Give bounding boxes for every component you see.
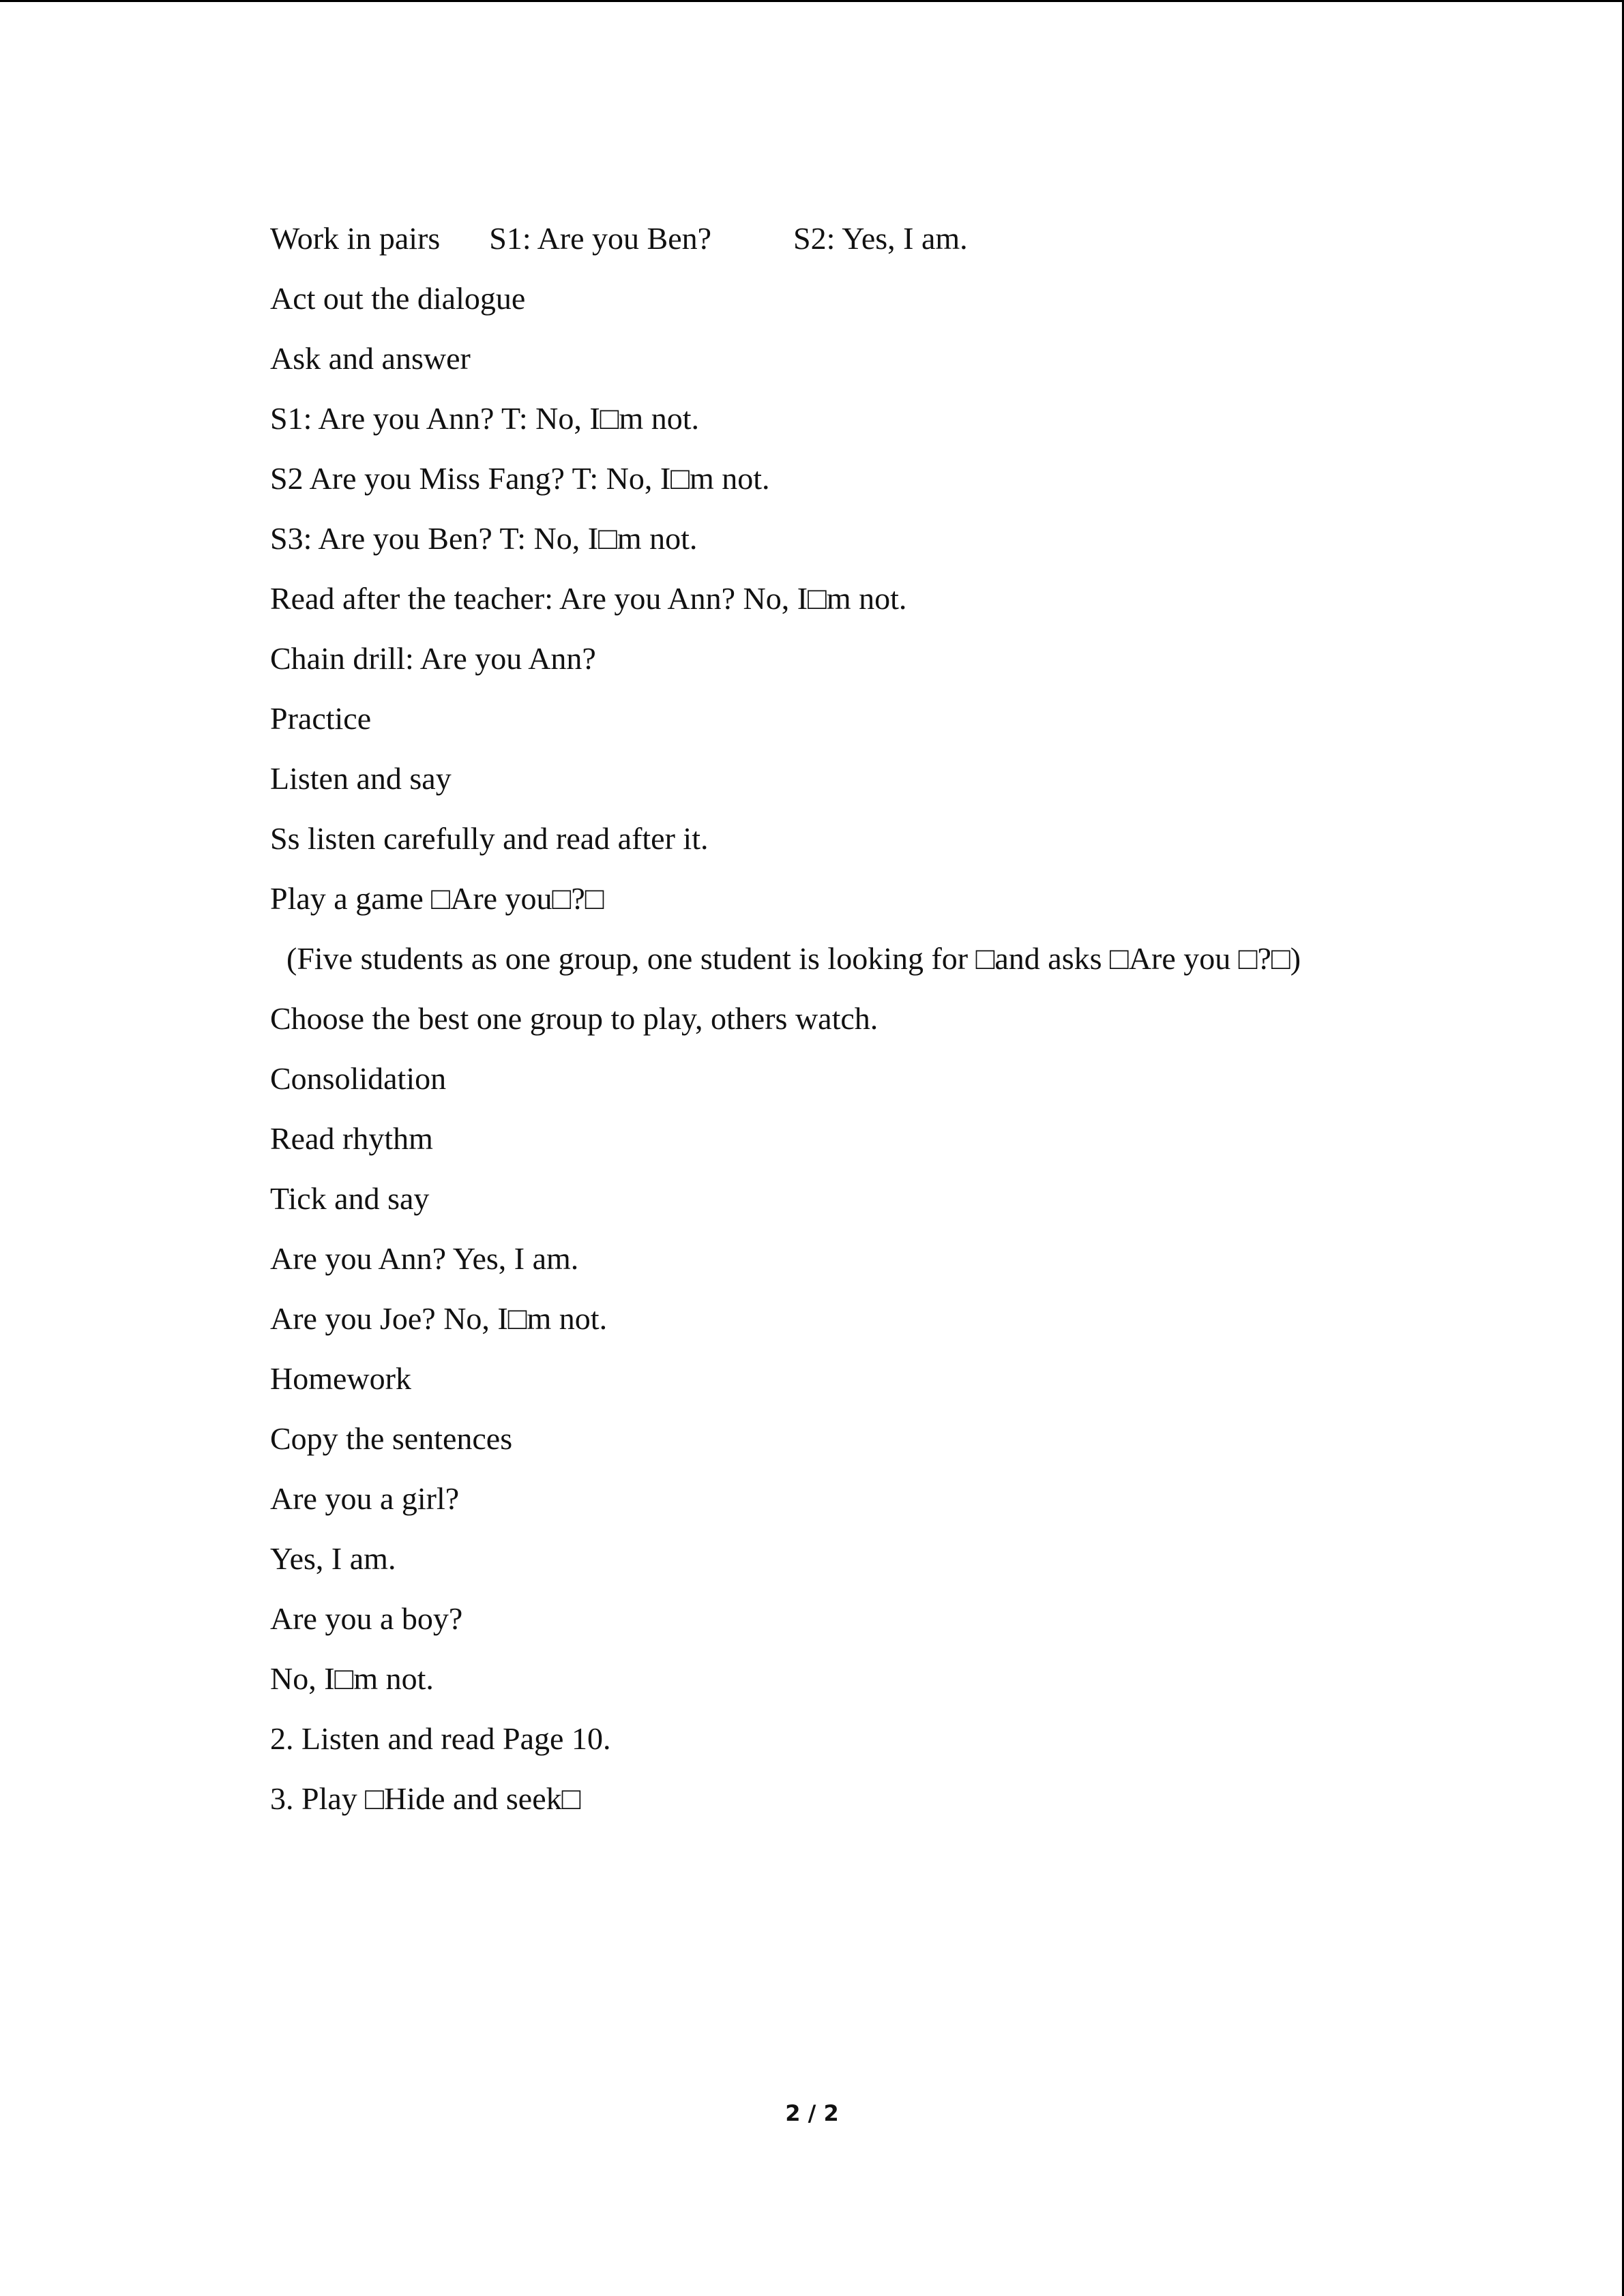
line-label: Work in pairs <box>270 221 441 256</box>
text-line: Tick and say <box>270 1181 430 1216</box>
dialogue-s2: S2: Yes, I am. <box>793 221 968 256</box>
text-line: Yes, I am. <box>270 1541 396 1576</box>
text-line: Read after the teacher: Are you Ann? No, I□m not. <box>270 581 907 616</box>
text-line: Choose the best one group to play, others watch. <box>270 1001 879 1036</box>
text-line: No, I□m not. <box>270 1661 434 1696</box>
text-line: Listen and say <box>270 761 452 796</box>
section-heading: Homework <box>270 1361 411 1396</box>
text-line: Copy the sentences <box>270 1421 513 1456</box>
text-line: S2 Are you Miss Fang? T: No, I□m not. <box>270 461 770 496</box>
dialogue-s1: S1: Are you Ben? <box>489 221 712 256</box>
text-line <box>270 217 1566 277</box>
text-line: Ask and answer <box>270 341 471 376</box>
text-line: Read rhythm <box>270 1121 433 1156</box>
text-line: Ss listen carefully and read after it. <box>270 821 709 856</box>
text-line: Are you a boy? <box>270 1601 463 1636</box>
text-line: Are you Joe? No, I□m not. <box>270 1301 608 1336</box>
text-line: Chain drill: Are you Ann? <box>270 641 596 676</box>
text-line: 3. Play □Hide and seek□ <box>270 1781 581 1816</box>
text-line: Play a game □Are you□?□ <box>270 881 604 916</box>
page-number: 2 / 2 <box>785 2100 839 2126</box>
text-line: Act out the dialogue <box>270 281 526 316</box>
text-line: Are you Ann? Yes, I am. <box>270 1241 579 1276</box>
text-line: S1: Are you Ann? T: No, I□m not. <box>270 401 700 436</box>
document-body <box>270 217 1566 1837</box>
top-border <box>0 0 1624 2</box>
text-line: Are you a girl? <box>270 1481 460 1516</box>
text-line: S3: Are you Ben? T: No, I□m not. <box>270 521 698 556</box>
text-line: (Five students as one group, one student is looking for □and asks □Are you □?□) <box>286 941 1301 976</box>
section-heading: Consolidation <box>270 1061 447 1096</box>
section-heading: Practice <box>270 701 372 736</box>
text-line: 2. Listen and read Page 10. <box>270 1721 611 1756</box>
